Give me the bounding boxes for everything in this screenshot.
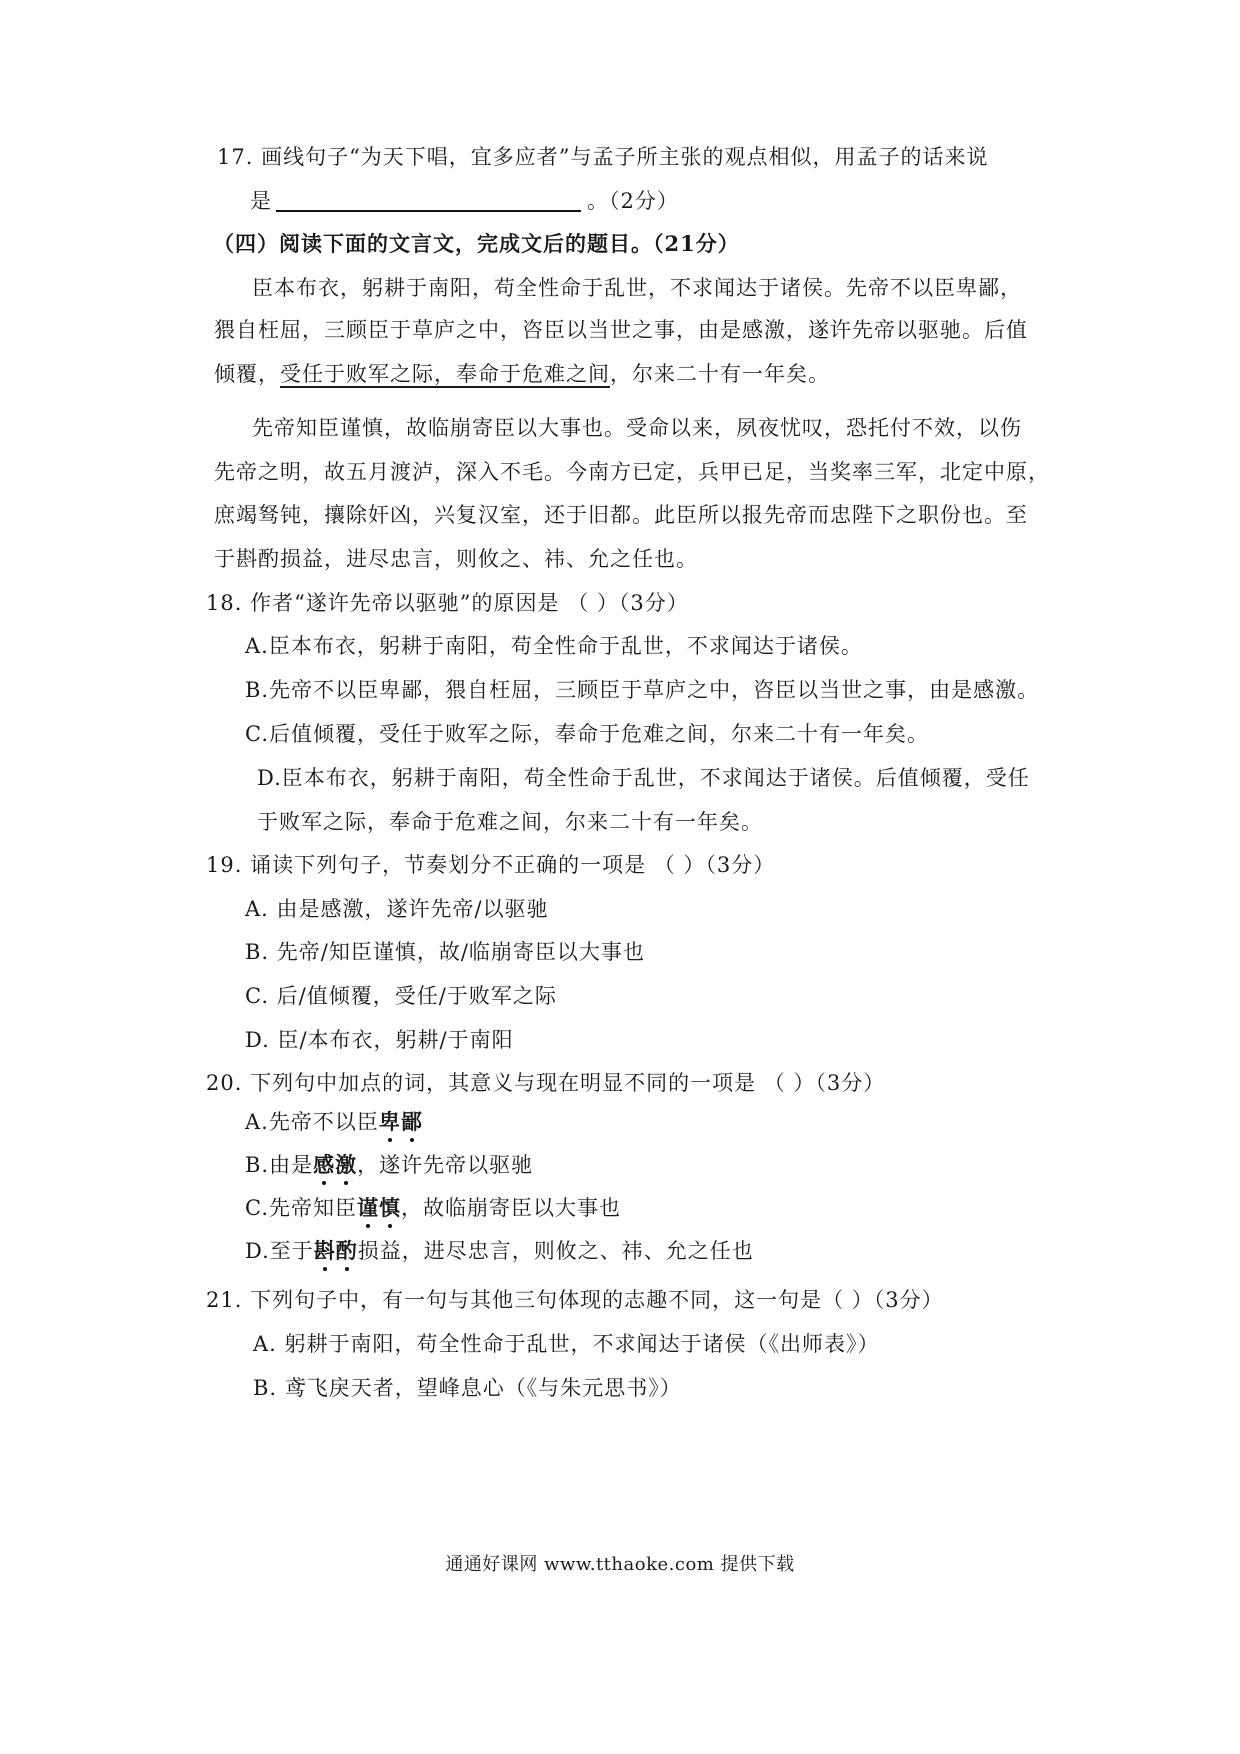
q17-line1: 17. 画线句子“为天下唱，宜多应者”与孟子所主张的观点相似，用孟子的话来说	[217, 145, 989, 169]
q20-c-text: C.先帝知臣	[245, 1196, 357, 1220]
q19-option-d[interactable]: D. 臣/本布衣，躬耕/于南阳	[245, 1028, 514, 1052]
passage-p2-line1: 先帝知臣谨慎，故临崩寄臣以大事也。受命以来，夙夜忧叹，恐托付不效，以伤	[252, 416, 1022, 440]
section4-header: （四）阅读下面的文言文，完成文后的题目。（21分）	[213, 231, 740, 256]
q19-option-a[interactable]: A. 由是感激，遂许先帝/以驱驰	[245, 897, 549, 921]
q20-c-dotted-char-2: 慎	[379, 1195, 401, 1220]
q20-stem: 20. 下列句中加点的词，其意义与现在明显不同的一项是 （ ）（3分）	[206, 1071, 886, 1095]
q17-answer-blank[interactable]	[276, 190, 581, 212]
q20-option-c[interactable]	[245, 1197, 621, 1219]
passage-p2-line3: 庶竭驽钝，攘除奸凶，兴复汉室，还于旧都。此臣所以报先帝而忠陛下之职份也。至	[214, 503, 1028, 527]
passage-p1-line1: 臣本布衣，躬耕于南阳，苟全性命于乱世，不求闻达于诸侯。先帝不以臣卑鄙，	[252, 276, 1022, 300]
passage-p2-line2: 先帝之明，故五月渡泸，深入不毛。今南方已定，兵甲已足，当奖率三军，北定中原，	[214, 460, 1050, 484]
q20-option-d[interactable]	[245, 1240, 754, 1262]
passage-p1-line2: 猥自枉屈，三顾臣于草庐之中，咨臣以当世之事，由是感激，遂许先帝以驱驰。后值	[214, 318, 1028, 342]
q20-d-text: D.至于	[245, 1239, 314, 1263]
q18-option-d-line2: 于败军之际，奉命于危难之间，尔来二十有一年矣。	[257, 810, 763, 834]
q19-option-c[interactable]: C. 后/值倾覆，受任/于败军之际	[245, 984, 557, 1008]
q20-b-text: B.由是	[245, 1153, 314, 1177]
q21-option-b[interactable]: B. 鸢飞戾天者，望峰息心（《与朱元思书》）	[253, 1376, 682, 1400]
q20-a-text: A.先帝不以臣	[245, 1110, 379, 1134]
passage-p2-line4: 于斟酌损益，进尽忠言，则攸之、祎、允之任也。	[214, 547, 698, 571]
q20-d-text-end: 损益，进尽忠言，则攸之、祎、允之任也	[357, 1239, 754, 1263]
q20-d-dotted-char-1: 斟	[313, 1238, 336, 1263]
q20-c-text-end: ，故临崩寄臣以大事也	[401, 1196, 621, 1220]
q20-option-b[interactable]	[245, 1154, 533, 1176]
q19-stem: 19. 诵读下列句子，节奏划分不正确的一项是 （ ）（3分）	[206, 853, 776, 877]
q18-stem: 18. 作者“遂许先帝以驱驰”的原因是 （ ）（3分）	[206, 591, 689, 615]
q19-option-b[interactable]: B. 先帝/知臣谨慎，故/临崩寄臣以大事也	[245, 940, 645, 964]
passage-p1-line3-end: ，尔来二十有一年矣。	[610, 362, 830, 386]
q17-line2-prefix: 是	[250, 189, 272, 213]
passage-p1-line3	[214, 364, 830, 385]
q20-a-dotted-char-1: 卑	[378, 1109, 401, 1134]
q18-option-b[interactable]: B.先帝不以臣卑鄙，猥自枉屈，三顾臣于草庐之中，咨臣以当世之事，由是感激。	[245, 678, 1040, 702]
q20-option-a[interactable]	[245, 1111, 423, 1133]
q21-stem: 21. 下列句子中，有一句与其他三句体现的志趣不同，这一句是（ ）（3分）	[206, 1288, 944, 1312]
q17-line2	[250, 190, 679, 212]
passage-p1-line3-start: 倾覆，	[214, 362, 280, 386]
q17-line2-suffix: 。（2分）	[587, 189, 679, 213]
q21-option-a[interactable]: A. 躬耕于南阳，苟全性命于乱世，不求闻达于诸侯（《出师表》）	[253, 1332, 880, 1356]
q18-option-a[interactable]: A.臣本布衣，躬耕于南阳，苟全性命于乱世，不求闻达于诸侯。	[245, 634, 863, 658]
q20-d-dotted-char-2: 酌	[335, 1238, 358, 1263]
underlined-sentence: 受任于败军之际，奉命于危难之间	[280, 362, 610, 386]
q18-option-c[interactable]: C.后值倾覆，受任于败军之际，奉命于危难之间，尔来二十有一年矣。	[245, 722, 929, 746]
q20-b-dotted-char-2: 激	[335, 1152, 358, 1177]
page-footer: 通通好课网 www.tthaoke.com 提供下载	[445, 1554, 795, 1575]
q20-c-dotted-char-1: 谨	[357, 1195, 379, 1220]
q20-b-dotted-char-1: 感	[313, 1152, 336, 1177]
q20-a-dotted-char-2: 鄙	[400, 1109, 423, 1134]
q20-b-text-end: ，遂许先帝以驱驰	[357, 1153, 534, 1177]
q18-option-d-line1[interactable]: D.臣本布衣，躬耕于南阳，苟全性命于乱世，不求闻达于诸侯。后值倾覆，受任	[257, 766, 1030, 790]
